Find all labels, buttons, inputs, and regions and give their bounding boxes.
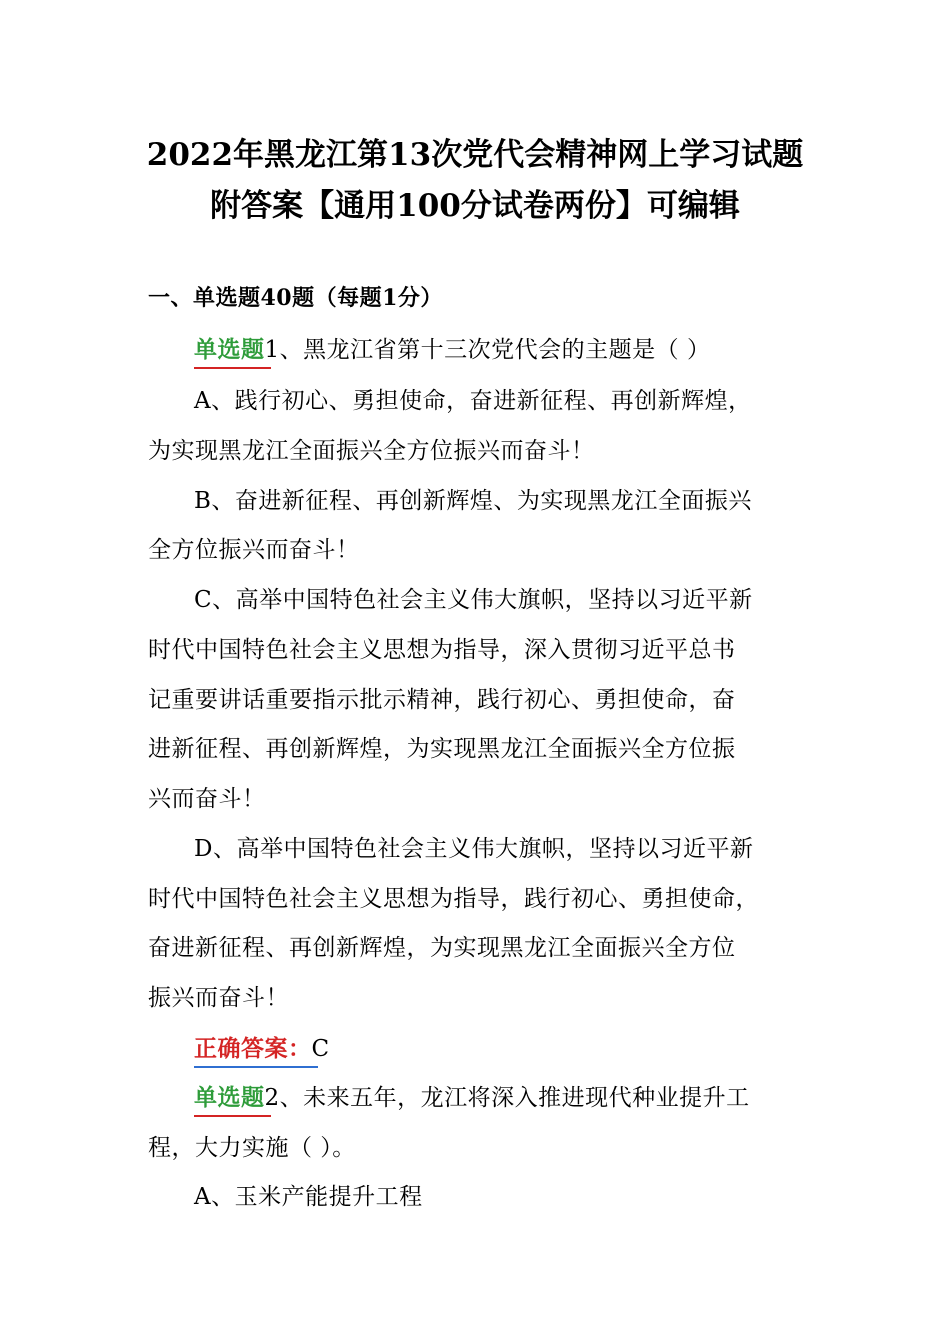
- q1-option-c-line-5: 兴而奋斗！: [148, 786, 266, 812]
- q1-option-a-line-2: 为实现黑龙江全面振兴全方位振兴而奋斗！: [148, 438, 595, 464]
- question-2-stem: [194, 1083, 750, 1113]
- single-choice-tag-text: 单选题: [194, 336, 265, 363]
- document-title-line-1: 2022年黑龙江第13次党代会精神网上学习试题: [146, 137, 804, 173]
- q1-option-d-line-3: 奋进新征程、再创新辉煌，为实现黑龙江全面振兴全方位: [148, 935, 736, 961]
- single-choice-tag-text: 单选题: [194, 1084, 265, 1111]
- section-heading: 一、单选题40题（每题1分）: [148, 285, 443, 311]
- single-choice-tag: [194, 335, 265, 365]
- question-2-stem-text: 2、未来五年，龙江将深入推进现代种业提升工: [264, 1085, 750, 1111]
- q1-answer-value: C: [311, 1036, 330, 1062]
- single-choice-tag: [194, 1083, 265, 1113]
- tag-underline: [194, 1066, 318, 1068]
- q1-option-d-line-2: 时代中国特色社会主义思想为指导，践行初心、勇担使命，: [148, 886, 759, 912]
- question-1-stem: [194, 335, 710, 365]
- q1-option-a-line-1: A、践行初心、勇担使命，奋进新征程、再创新辉煌，: [194, 388, 752, 414]
- q1-option-b-line-1: B、奋进新征程、再创新辉煌、为实现黑龙江全面振兴: [194, 488, 752, 514]
- q1-option-c-line-2: 时代中国特色社会主义思想为指导，深入贯彻习近平总书: [148, 637, 736, 663]
- q1-option-d-line-1: D、高举中国特色社会主义伟大旗帜，坚持以习近平新: [194, 836, 754, 862]
- answer-label-text: 正确答案：: [194, 1035, 312, 1062]
- tag-underline: [194, 1115, 271, 1117]
- tag-underline: [194, 367, 271, 369]
- answer-label-tag: [194, 1034, 312, 1064]
- question-1-stem-text: 1、黑龙江省第十三次党代会的主题是（ ）: [264, 337, 711, 363]
- q1-answer: [194, 1034, 330, 1064]
- q1-option-c-line-1: C、高举中国特色社会主义伟大旗帜，坚持以习近平新: [194, 587, 753, 613]
- q1-option-c-line-4: 进新征程、再创新辉煌，为实现黑龙江全面振兴全方位振: [148, 736, 736, 762]
- q1-option-b-line-2: 全方位振兴而奋斗！: [148, 537, 360, 563]
- q1-option-d-line-4: 振兴而奋斗！: [148, 985, 289, 1011]
- question-2-stem-line-2: 程，大力实施（ ）。: [148, 1135, 356, 1161]
- q2-option-a: A、玉米产能提升工程: [194, 1184, 423, 1210]
- document-title-line-2: 附答案【通用100分试卷两份】可编辑: [210, 188, 740, 224]
- q1-option-c-line-3: 记重要讲话重要指示批示精神，践行初心、勇担使命，奋: [148, 687, 736, 713]
